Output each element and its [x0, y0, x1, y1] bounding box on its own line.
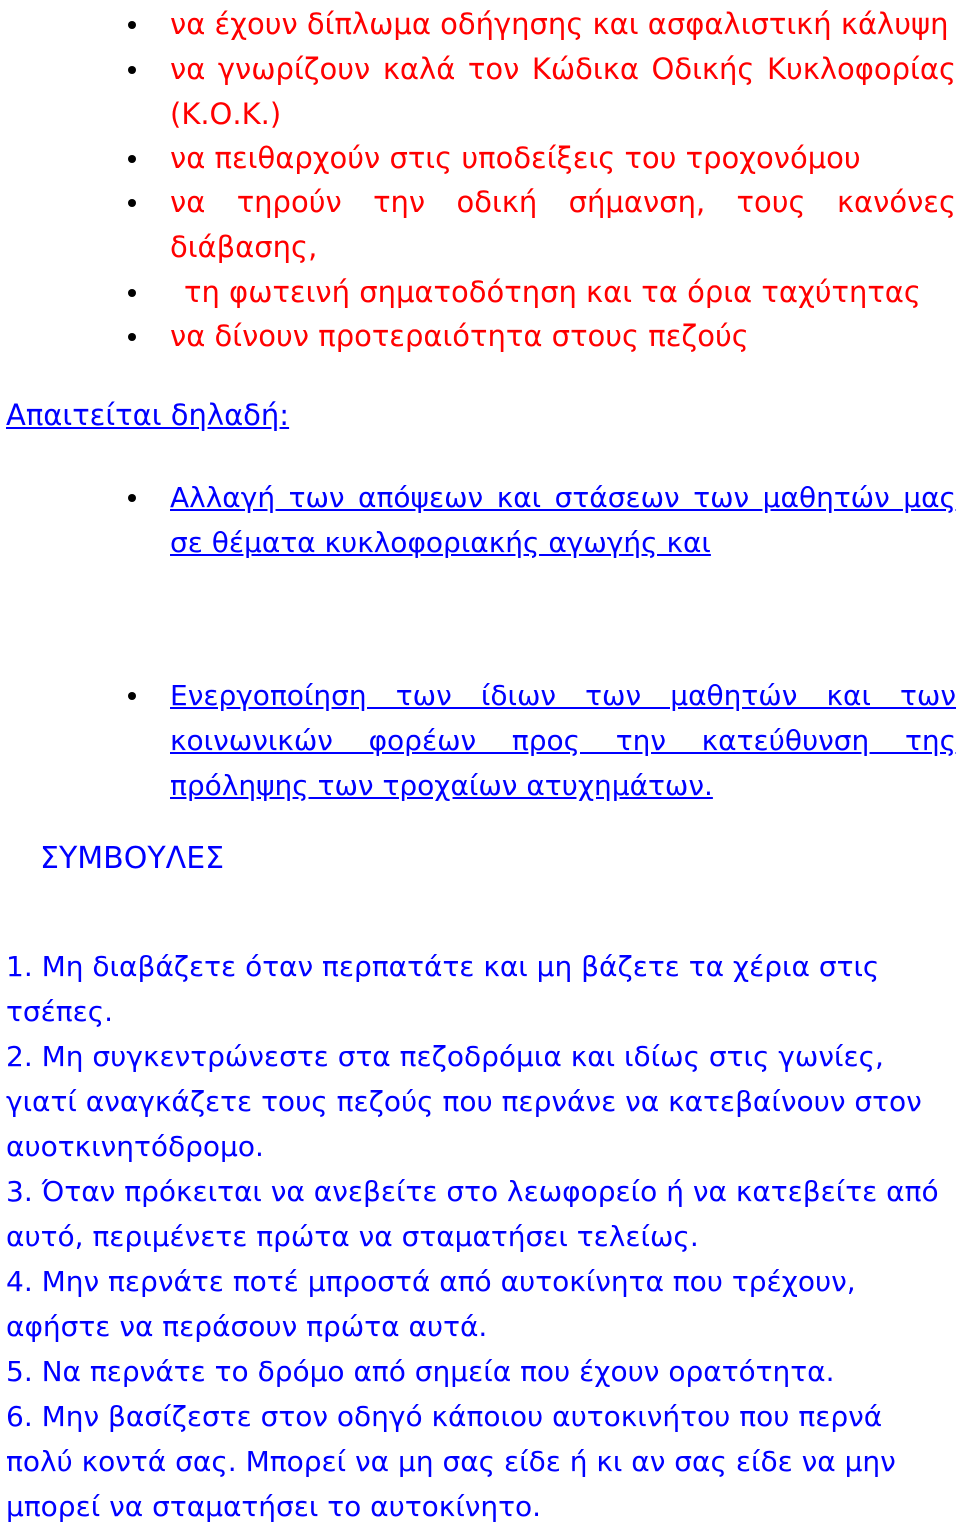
bullet-icon [128, 289, 136, 297]
list-item-text: να δίνουν προτεραιότητα στους πεζούς [170, 319, 749, 353]
tips-heading: ΣΥΜΒΟΥΛΕΣ [40, 841, 225, 876]
requirement-heading: Απαιτείται δηλαδή: [6, 398, 290, 432]
tip-text: 2. Μη συγκεντρώνεστε στα πεζοδρόμια και ιδίως στις γωνίες, [6, 1040, 884, 1073]
tip-text: 1. Μη διαβάζετε όταν περπατάτε και μη βάζετε τα χέρια στις [6, 950, 880, 983]
bullet-icon [128, 66, 136, 74]
list-item-text: κοινωνικών φορέων προς την κατεύθυνση της [170, 724, 956, 757]
list-item-text: σε θέματα κυκλοφοριακής αγωγής και [170, 526, 711, 559]
tip-text: αυτό, περιμένετε πρώτα να σταματήσει τελείως. [6, 1220, 699, 1253]
tip-text: 4. Μην περνάτε ποτέ μπροστά από αυτοκίνητα που τρέχουν, [6, 1265, 856, 1298]
tip-item [6, 1034, 956, 1169]
list-item-text: (Κ.Ο.Κ.) [170, 97, 282, 131]
list-item-text: να έχουν δίπλωμα οδήγησης και ασφαλιστική κάλυψη [170, 7, 949, 41]
list-item [170, 180, 956, 270]
list-item-text: να τηρούν την οδική σήμανση, τους κανόνες [170, 185, 956, 219]
bullet-icon [128, 155, 136, 163]
list-item-text: να γνωρίζουν καλά τον Κώδικα Οδικής Κυκλοφορίας [170, 52, 956, 86]
tip-text: αυοτκινητόδρομο. [6, 1130, 264, 1163]
list-item-text: Αλλαγή των απόψεων και στάσεων των μαθητών μας [170, 481, 956, 514]
tip-item [6, 944, 956, 1034]
list-item-text: να πειθαρχούν στις υποδείξεις του τροχονόμου [170, 141, 861, 175]
tip-item [6, 1169, 956, 1259]
bullet-icon [128, 333, 136, 341]
list-item [170, 136, 956, 181]
tip-text: 5. Να περνάτε το δρόμο από σημεία που έχουν ορατότητα. [6, 1355, 835, 1388]
tip-text: αφήστε να περάσουν πρώτα αυτά. [6, 1310, 488, 1343]
tip-text: τσέπες. [6, 995, 114, 1028]
tip-text: μπορεί να σταματήσει το αυτοκίνητο. [6, 1490, 542, 1523]
list-item [170, 673, 956, 808]
tip-text: 6. Μην βασίζεστε στον οδηγό κάποιου αυτοκινήτου που περνά [6, 1400, 883, 1433]
tip-text: 3. Όταν πρόκειται να ανεβείτε στο λεωφορείο ή να κατεβείτε από [6, 1175, 939, 1208]
bullet-icon [128, 21, 136, 29]
tip-text: γιατί αναγκάζετε τους πεζούς που περνάνε να κατεβαίνουν στον [6, 1085, 922, 1118]
tip-text: πολύ κοντά σας. Μπορεί να μη σας είδε ή κι αν σας είδε να μην [6, 1445, 896, 1478]
bullet-icon [128, 199, 136, 207]
list-item [170, 314, 956, 359]
list-item-text: τη φωτεινή σηματοδότηση και τα όρια ταχύτητας [184, 275, 921, 309]
tip-item [6, 1394, 956, 1529]
tips-list [6, 944, 956, 1529]
list-item-text: διάβασης, [170, 230, 318, 264]
bullet-icon [128, 692, 136, 700]
list-item-text: Ενεργοποίηση των ίδιων των μαθητών και των [170, 679, 956, 712]
list-item-text: πρόληψης των τροχαίων ατυχημάτων. [170, 769, 713, 802]
list-item [170, 47, 956, 137]
list-item [170, 475, 956, 565]
bullet-icon [128, 494, 136, 502]
tip-item [6, 1259, 956, 1349]
tip-item [6, 1349, 956, 1394]
list-item [170, 2, 956, 47]
list-item [170, 270, 956, 315]
